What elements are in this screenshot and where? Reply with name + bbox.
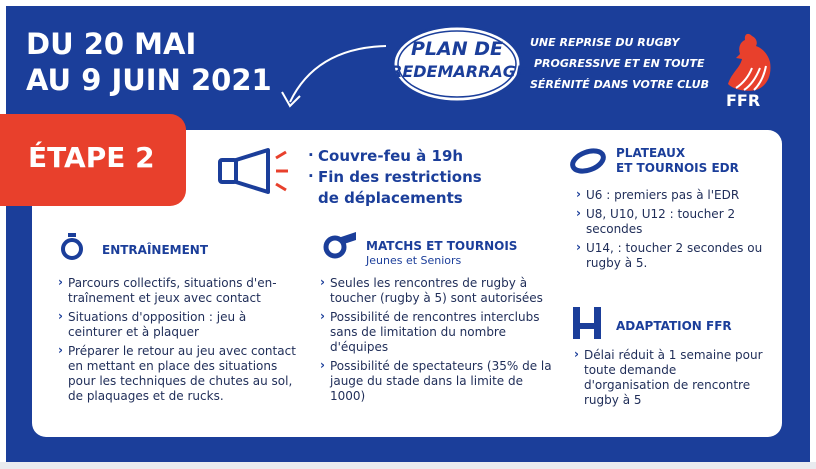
curfew-block xyxy=(308,146,482,209)
list-item: › U6 : premiers pas à l'EDR xyxy=(576,188,772,203)
megaphone-icon xyxy=(216,146,300,194)
date-range xyxy=(26,26,272,98)
badge-line-2: REDEMARRAGE xyxy=(390,62,527,81)
list-item: › U14, : toucher 2 secondes ou rugby à 5. xyxy=(576,241,772,271)
tagline-line-1: UNE REPRISE DU RUGBY xyxy=(530,36,680,49)
curfew-line-1: · Couvre-feu à 19h xyxy=(308,146,482,167)
plateaux-title-line-2: ET TOURNOIS EDR xyxy=(616,161,739,175)
adaptation-list xyxy=(574,348,764,412)
tagline xyxy=(530,32,709,95)
entrainement-title: ENTRAÎNEMENT xyxy=(102,243,209,257)
tagline-line-2: PROGRESSIVE ET EN TOUTE xyxy=(534,57,705,70)
curved-arrow-icon xyxy=(276,40,392,112)
rugby-posts-icon xyxy=(570,305,604,341)
plan-redemarrage-badge xyxy=(390,18,527,110)
matchs-subtitle: Jeunes et Seniors xyxy=(366,254,462,267)
curfew-line-2: · Fin des restrictions xyxy=(308,167,482,188)
date-line-2: AU 9 JUIN 2021 xyxy=(26,63,272,97)
list-item: › U8, U10, U12 : toucher 2 secondes xyxy=(576,207,772,237)
list-item: › Parcours collectifs, situations d'en-traînement et jeux avec contact xyxy=(58,276,298,306)
date-line-1: DU 20 MAI xyxy=(26,27,197,61)
matchs-title: MATCHS ET TOURNOIS xyxy=(366,239,518,253)
matchs-list xyxy=(320,276,552,408)
list-item: › Délai réduit à 1 semaine pour toute demande d'organisation de rencontre rugby à 5 xyxy=(574,348,764,408)
entrainement-list xyxy=(58,276,298,408)
curfew-line-3: de déplacements xyxy=(318,189,463,207)
etape-tab xyxy=(0,114,186,206)
adaptation-title: ADAPTATION FFR xyxy=(616,319,732,333)
list-item: › Préparer le retour au jeu avec contact en mettant en place des situations pour les techniques de chutes au sol, de plaquages et de rucks. xyxy=(58,344,298,404)
etape-label: ÉTAPE 2 xyxy=(28,141,155,174)
plateaux-list xyxy=(576,188,772,275)
whistle-icon xyxy=(322,228,358,260)
bottom-strip xyxy=(0,462,816,469)
plateaux-title-line-1: PLATEAUX xyxy=(616,146,686,160)
list-item: › Possibilité de rencontres interclubs sans de limitation du nombre d'équipes xyxy=(320,310,552,355)
badge-line-1: PLAN DE xyxy=(410,38,503,60)
list-item: › Possibilité de spectateurs (35% de la jauge du stade dans la limite de 1000) xyxy=(320,359,552,404)
list-item: › Situations d'opposition : jeu à ceinturer et à plaquer xyxy=(58,310,298,340)
ffr-logo-text: FFR xyxy=(726,91,761,110)
tagline-line-3: SÉRÉNITÉ DANS VOTRE CLUB xyxy=(530,78,709,91)
list-item: › Seules les rencontres de rugby à toucher (rugby à 5) sont autorisées xyxy=(320,276,552,306)
rugby-ball-icon xyxy=(568,147,608,175)
stopwatch-icon xyxy=(60,232,84,262)
plateaux-title xyxy=(616,146,739,176)
